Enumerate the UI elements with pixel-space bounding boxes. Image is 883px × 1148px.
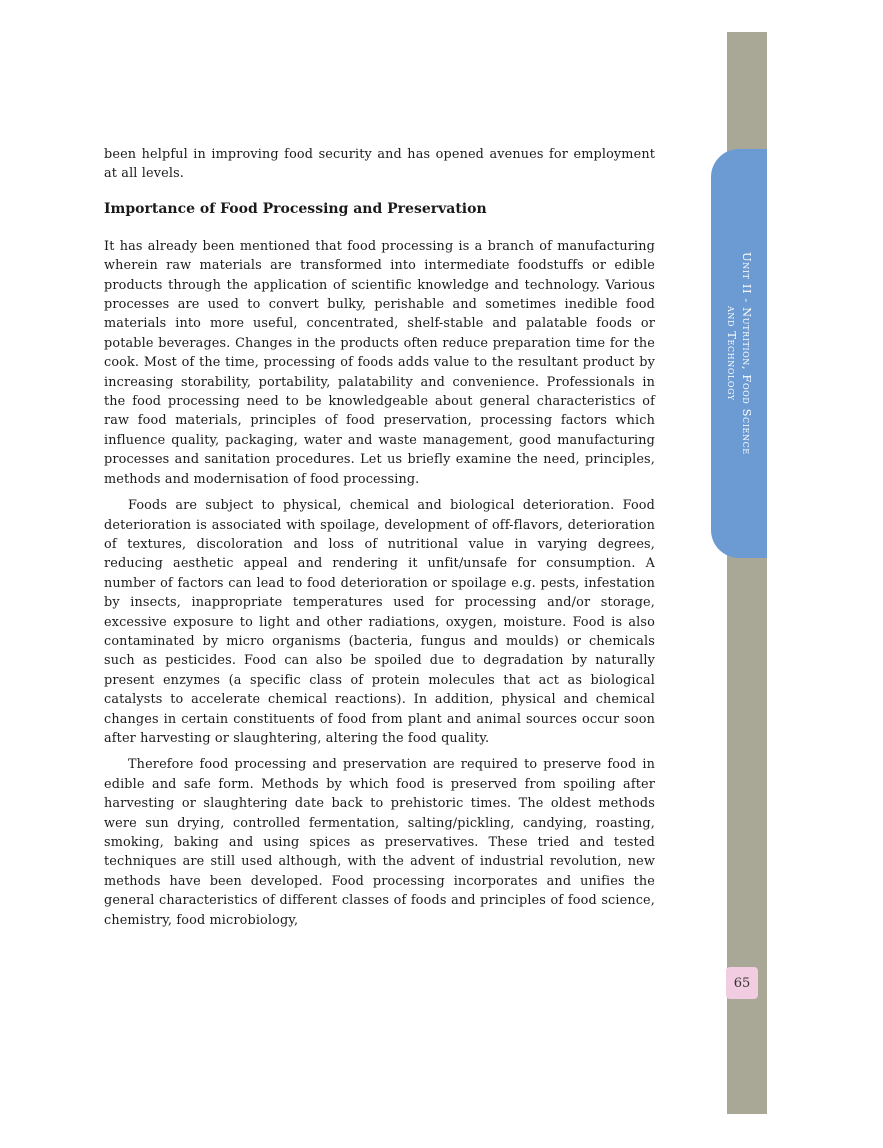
page-number: 65 bbox=[726, 967, 758, 999]
page-content bbox=[104, 145, 655, 937]
unit-title-line2: and Technology bbox=[725, 306, 739, 401]
paragraph-2: Foods are subject to physical, chemical and biological deterioration. Food deterioration is associated with spoilage, development of off-flavors, deterioration of textures, discoloration and loss of nutritional value in varying degrees, reducing aesthetic appeal and rendering it unfit/unsafe for consumption. A number of factors can lead to food deterioration or spoilage e.g. pests, infestation by insects, inappropriate temperatures used for processing and/or storage, excessive exposure to light and other radiations, oxygen, moisture. Food is also contaminated by micro organisms (bacteria, fungus and moulds) or chemicals such as pesticides. Food can also be spoiled due to degradation by naturally present enzymes (a specific class of protein molecules that act as biological catalysts to accelerate chemical reactions). In addition, physical and chemical changes in certain constituents of food from plant and animal sources occur soon after harvesting or slaughtering, altering the food quality. bbox=[104, 498, 655, 746]
intro-paragraph: been helpful in improving food security and has opened avenues for employment at all levels. bbox=[104, 147, 655, 182]
paragraph-3: Therefore food processing and preservation are required to preserve food in edible and safe form. Methods by which food is preserved from spoiling after harvesting or slaughtering date back to prehistoric times. The oldest methods were sun drying, controlled fermentation, salting/pickling, candying, roasting, smoking, baking and using spices as preservatives. These tried and tested techniques are still used although, with the advent of industrial revolution, new methods have been developed. Food processing incorporates and unifies the general characteristics of different classes of foods and principles of food science, chemistry, food microbiology, bbox=[104, 757, 655, 928]
unit-label-text bbox=[724, 252, 754, 455]
paragraph-1: It has already been mentioned that food processing is a branch of manufacturing wherein raw materials are transformed into intermediate foodstuffs or edible products through the application of scientific knowledge and technology. Various processes are used to convert bulky, perishable and sometimes inedible food materials into more useful, concentrated, shelf-stable and palatable foods or potable beverages. Changes in the products often reduce preparation time for the cook. Most of the time, processing of foods adds value to the resultant product by increasing storability, portability, palatability and convenience. Professionals in the food processing need to be knowledgeable about general characteristics of raw food materials, principles of food preservation, processing factors which influence quality, packaging, water and waste management, good manufacturing processes and sanitation procedures. Let us briefly examine the need, principles, methods and modernisation of food processing. bbox=[104, 238, 655, 487]
unit-label bbox=[711, 149, 767, 558]
section-heading: Importance of Food Processing and Preservation bbox=[104, 200, 487, 217]
unit-title-line1: Unit II - Nutrition, Food Science bbox=[740, 252, 754, 455]
